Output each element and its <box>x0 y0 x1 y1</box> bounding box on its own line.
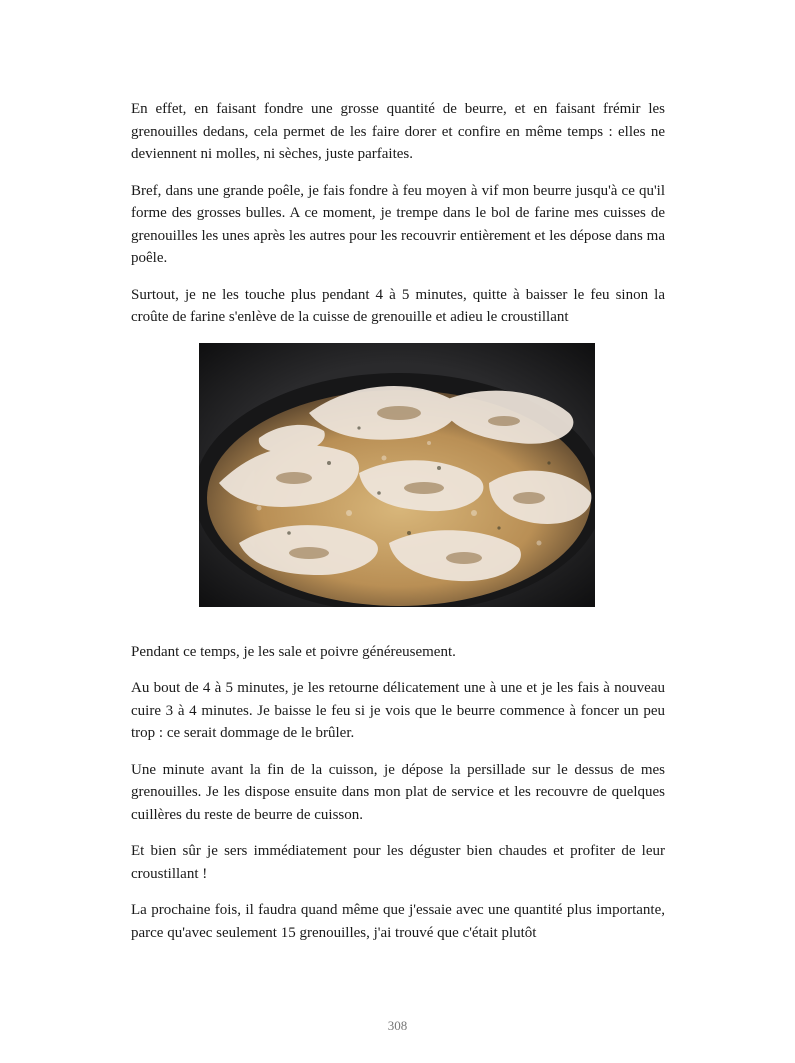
paragraph-persillade: Une minute avant la fin de la cuisson, je dépose la persillade sur le dessus de mes grenouilles. Je les dispose ensuite dans mon plat de service et les recouvre de quelques cuillères du reste de beurre de cuisson. <box>131 761 665 823</box>
paragraph-flouring: Bref, dans une grande poêle, je fais fondre à feu moyen à vif mon beurre jusqu'à ce qu'il forme des grosses bulles. A ce moment, je trempe dans le bol de farine mes cuisses de grenouilles les unes après les autres pour les recouvrir entièrement et les dépose dans ma poêle. <box>131 182 665 266</box>
paragraph-do-not-touch: Surtout, je ne les touche plus pendant 4 à 5 minutes, quitte à baisser le feu sinon la croûte de farine s'enlève de la cuisse de grenouille et adieu le croustillant <box>131 286 665 325</box>
paragraph-flipping: Au bout de 4 à 5 minutes, je les retourne délicatement une à une et je les fais à nouveau cuire 3 à 4 minutes. Je baisse le feu si je vois que le beurre commence à foncer un peu trop : ce serait dommage de le brûler. <box>131 680 665 741</box>
pan-illustration <box>199 343 595 607</box>
page-body <box>131 98 665 958</box>
page-number: 308 <box>387 1018 408 1033</box>
paragraph-serving: Et bien sûr je sers immédiatement pour les déguster bien chaudes et profiter de leur croustillant ! <box>131 843 665 882</box>
paragraph-butter-method: En effet, en faisant fondre une grosse quantité de beurre, et en faisant frémir les grenouilles dedans, cela permet de les faire dorer et confire en même temps : elles ne deviennent ni molles, ni sèches, juste parfaites. <box>131 101 665 162</box>
paragraph-seasoning: Pendant ce temps, je les sale et poivre généreusement. <box>131 643 456 660</box>
frying-frog-legs-photo <box>199 343 595 607</box>
paragraph-next-time: La prochaine fois, il faudra quand même que j'essaie avec une quantité plus importante, parce qu'avec seulement 15 grenouilles, j'ai trouvé que c'était plutôt <box>131 902 665 941</box>
